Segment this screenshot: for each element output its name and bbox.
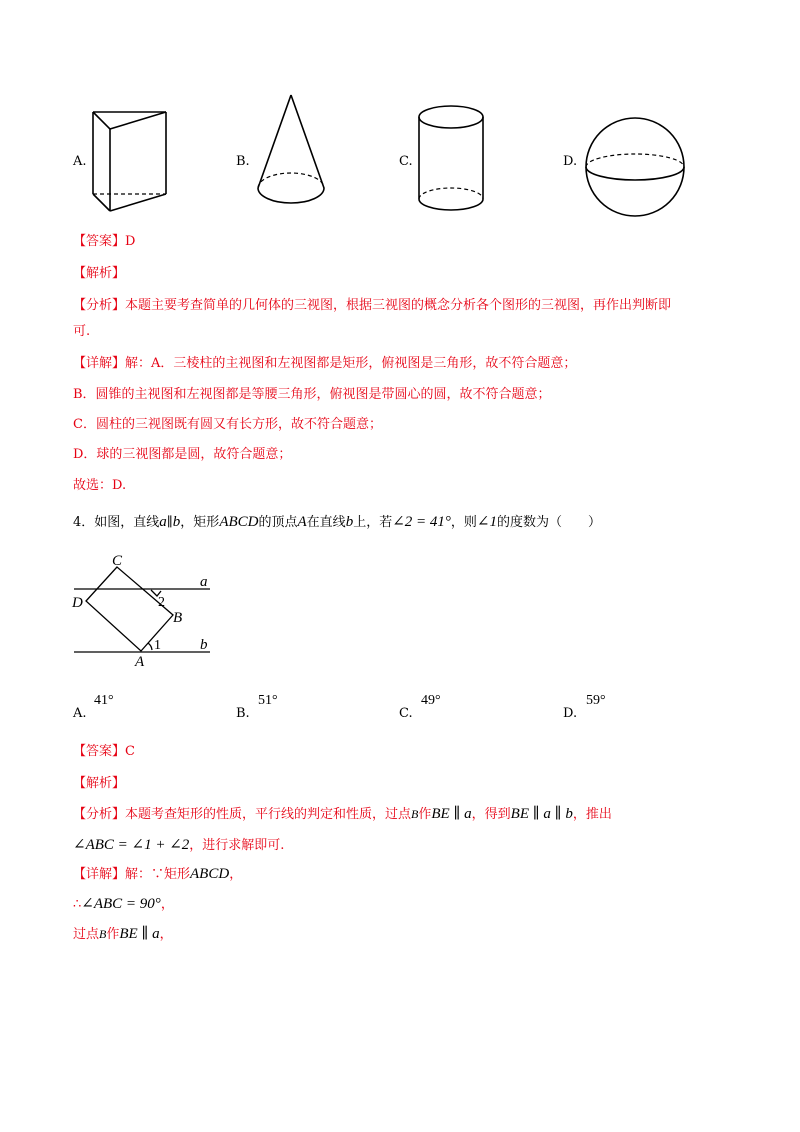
q3-option-c-label: C. <box>399 154 413 169</box>
q4-geometry-figure <box>68 548 228 672</box>
label-line-a: a <box>200 574 208 590</box>
q4-option-d-label: D. <box>563 706 578 721</box>
q4-fenxi-line2: ∠ABC = ∠1 + ∠2，进行求解即可. <box>73 837 285 853</box>
label-line-b: b <box>200 637 208 653</box>
q3-detail-c: C．圆柱的三视图既有圆又有长方形，故不符合题意； <box>73 417 382 432</box>
q4-option-a-value: 41° <box>94 693 114 708</box>
label-c: C <box>112 553 123 569</box>
q4-fenxi-line1: 【分析】本题考查矩形的性质，平行线的判定和性质，过点B作BE ∥ a，得到BE ∥ a ∥ b，推出 <box>73 806 612 822</box>
q3-detail-d: D．球的三视图都是圆，故符合题意； <box>73 447 292 462</box>
q4-detail-3: 过点B作BE ∥ a， <box>73 926 173 942</box>
q3-option-a-label: A. <box>73 154 87 169</box>
q4-option-d-value: 59° <box>586 693 606 708</box>
label-d: D <box>72 595 83 611</box>
q4-answer: 【答案】C <box>73 744 135 759</box>
q3-jiexi: 【解析】 <box>73 266 126 281</box>
label-b: B <box>173 610 183 626</box>
triangular-prism-figure <box>88 104 178 216</box>
q3-option-d-label: D. <box>563 154 578 169</box>
q4-option-c-value: 49° <box>421 693 441 708</box>
label-a: A <box>135 654 145 670</box>
q3-conclusion: 故选：D. <box>73 478 127 493</box>
label-angle-1: 1 <box>154 638 161 653</box>
cone-figure <box>252 92 332 214</box>
q4-option-b-label: B. <box>236 706 250 721</box>
sphere-figure <box>580 116 690 218</box>
q3-option-b-label: B. <box>236 154 250 169</box>
q4-detail-2: ∴∠ABC = 90°， <box>73 896 174 912</box>
q4-option-c-label: C. <box>399 706 413 721</box>
q3-detail-a: 【详解】解：A．三棱柱的主视图和左视图都是矩形，俯视图是三角形，故不符合题意； <box>73 356 577 371</box>
q3-answer: 【答案】D <box>73 234 136 249</box>
cylinder-figure <box>415 103 489 215</box>
q4-option-a-label: A. <box>73 706 87 721</box>
q3-fenxi-line2: 可. <box>73 324 91 339</box>
q4-detail-1: 【详解】解：∵矩形ABCD， <box>73 866 243 882</box>
q4-question-stem: 4．如图，直线a∥b，矩形ABCD的顶点A在直线b上，若∠2 = 41°，则∠1的度数为（ ） <box>73 514 602 530</box>
q4-option-b-value: 51° <box>258 693 278 708</box>
q3-fenxi-line1: 【分析】本题主要考查简单的几何体的三视图，根据三视图的概念分析各个图形的三视图，再作出判断即 <box>73 298 672 313</box>
q4-jiexi: 【解析】 <box>73 776 126 791</box>
label-angle-2: 2 <box>158 595 165 610</box>
q3-detail-b: B．圆锥的主视图和左视图都是等腰三角形，俯视图是带圆心的圆，故不符合题意； <box>73 387 551 402</box>
